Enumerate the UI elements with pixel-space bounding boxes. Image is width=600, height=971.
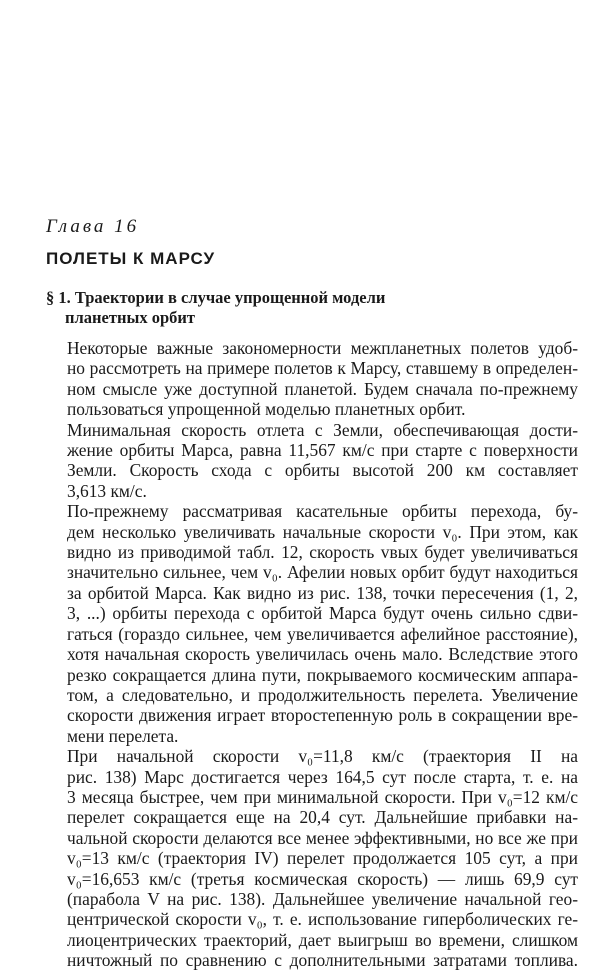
text-line: гаться (гораздо сильнее, чем увеличивается афелийное расстояние), bbox=[67, 623, 578, 644]
text-line: мени перелета. bbox=[67, 725, 179, 746]
text-line: жение орбиты Марса, равна 11,567 км/с при старте с поверхности bbox=[67, 440, 578, 461]
text-line: Минимальная скорость отлета с Земли, обеспечивающая дости- bbox=[67, 419, 578, 440]
text-line: центрической скорости v₀, т. е. использование гиперболических ге- bbox=[67, 909, 578, 930]
paragraph bbox=[46, 338, 578, 420]
text-line: значительно сильнее, чем v₀. Афелии новых орбит будут находиться bbox=[67, 562, 578, 583]
text-line: 3 месяца быстрее, чем при минимальной скорости. При v₀=12 км/с bbox=[67, 786, 578, 807]
text-line: v₀=13 км/с (траектория IV) перелет продолжается 105 сут, а при bbox=[67, 848, 578, 869]
text-line: Некоторые важные закономерности межпланетных полетов удоб- bbox=[67, 338, 578, 358]
paragraph bbox=[46, 501, 578, 746]
text-line: том, а следовательно, и продолжительность перелета. Увеличение bbox=[67, 684, 578, 705]
text-line: пользоваться упрощенной моделью планетных орбит. bbox=[67, 399, 466, 420]
text-line: чальной скорости делаются все менее эффективными, но все же при bbox=[67, 827, 578, 848]
text-line: ном смысле уже доступной планетой. Будем сначала по-прежнему bbox=[67, 378, 578, 399]
text-line: 3,613 км/с. bbox=[67, 480, 147, 501]
text-line: 3, ...) орбиты перехода с орбитой Марса будут очень сильно сдви- bbox=[67, 603, 578, 624]
text-line: скорости движения играет второстепенную роль в сокращении вре- bbox=[67, 705, 578, 726]
text-line: (парабола V на рис. 138). Дальнейшее увеличение начальной гео- bbox=[67, 888, 578, 909]
text-line: за орбитой Марса. Как видно из рис. 138, точки пересечения (1, 2, bbox=[67, 582, 578, 603]
paragraph bbox=[46, 746, 578, 970]
text-line: ничтожный по сравнению с дополнительными затратами топлива. bbox=[67, 950, 578, 971]
text-line: v₀=16,653 км/с (третья космическая скорость) — лишь 69,9 сут bbox=[67, 868, 578, 889]
text-line: По-прежнему рассматривая касательные орбиты перехода, бу- bbox=[67, 501, 578, 522]
section-title bbox=[46, 288, 486, 328]
text-line: рис. 138) Марс достигается через 164,5 сут после старта, т. е. на bbox=[67, 766, 578, 787]
text-line: видно из приводимой табл. 12, скорость vвых будет увеличиваться bbox=[67, 542, 578, 563]
body-text bbox=[46, 338, 578, 971]
text-line: резко сокращается длина пути, покрываемого космическим аппара- bbox=[67, 664, 578, 685]
section-title-line: планетных орбит bbox=[65, 308, 196, 327]
text-line: перелет сокращается еще на 20,4 сут. Дальнейшие прибавки на- bbox=[67, 807, 578, 828]
chapter-title: ПОЛЕТЫ К МАРСУ bbox=[46, 249, 216, 268]
paragraph bbox=[46, 420, 578, 502]
text-line: дем несколько увеличивать начальные скорости v₀. При этом, как bbox=[67, 521, 578, 542]
chapter-label: Глава 16 bbox=[46, 216, 140, 237]
text-line: Земли. Скорость схода с орбиты высотой 200 км составляет bbox=[67, 460, 578, 481]
text-line: хотя начальная скорость увеличилась очень мало. Вследствие этого bbox=[67, 644, 578, 665]
section-title-line: § 1. Траектории в случае упрощенной модели bbox=[46, 288, 386, 307]
text-line: При начальной скорости v₀=11,8 км/с (траектория II на bbox=[67, 746, 578, 767]
text-line: но рассмотреть на примере полетов к Марсу, ставшему в определен- bbox=[67, 358, 578, 379]
text-line: лиоцентрических траекторий, дает выигрыш во времени, слишком bbox=[67, 929, 578, 950]
